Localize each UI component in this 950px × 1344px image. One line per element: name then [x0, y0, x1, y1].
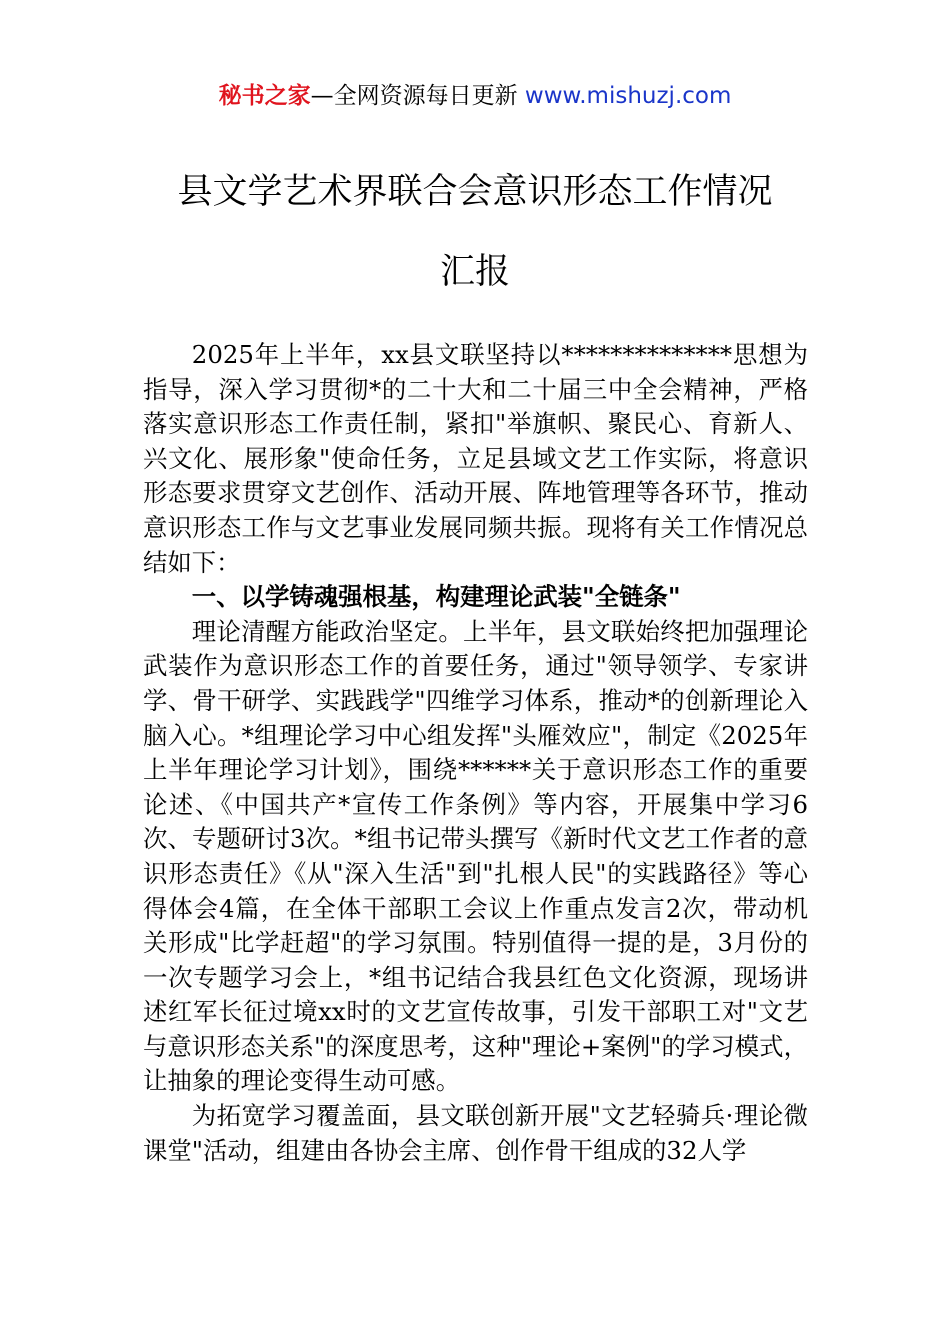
- brand-name: 秘书之家: [218, 83, 311, 109]
- header-slogan: —全网资源每日更新: [310, 83, 518, 109]
- title-line-2: 汇报: [439, 252, 510, 292]
- site-url-link[interactable]: www.mishuzj.com: [524, 83, 732, 109]
- intro-paragraph: 2025年上半年，xx县文联坚持以**************思想为指导，深入学习贯彻*的二十大和二十届三中全会精神，严格落实意识形态工作责任制，紧扣"举旗帜、聚民心、育新人、兴文化、展形象"使命任务，立足县域文艺工作实际，将意识形态要求贯穿文艺创作、活动开展、阵地管理等各环节，推动意识形态工作与文艺事业发展同频共振。现将有关工作情况总结如下：: [143, 340, 808, 577]
- document-body: [143, 338, 808, 1168]
- body-paragraph-3: 为拓宽学习覆盖面，县文联创新开展"文艺轻骑兵·理论微课堂"活动，组建由各协会主席、创作骨干组成的32人学: [143, 1101, 808, 1165]
- document-title: [0, 152, 950, 312]
- site-header: [0, 80, 950, 112]
- body-paragraph-2: 理论清醒方能政治坚定。上半年，县文联始终把加强理论武装作为意识形态工作的首要任务，通过"领导领学、专家讲学、骨干研学、实践践学"四维学习体系，推动*的创新理论入脑入心。*组理论学习中心组发挥"头雁效应"，制定《2025年上半年理论学习计划》，围绕******关于意识形态工作的重要论述、《中国共产*宣传工作条例》等内容，开展集中学习6次、专题研讨3次。*组书记带头撰写《新时代文艺工作者的意识形态责任》《从"深入生活"到"扎根人民"的实践路径》等心得体会4篇，在全体干部职工会议上作重点发言2次，带动机关形成"比学赶超"的学习氛围。特别值得一提的是，3月份的一次专题学习会上，*组书记结合我县红色文化资源，现场讲述红军长征过境xx时的文艺宣传故事，引发干部职工对"文艺与意识形态关系"的深度思考，这种"理论+案例"的学习模式，让抽象的理论变得生动可感。: [143, 616, 808, 1096]
- section-heading-1: 一、以学铸魂强根基，构建理论武装"全链条": [191, 582, 681, 612]
- title-line-1: 县文学艺术界联合会意识形态工作情况: [177, 172, 773, 212]
